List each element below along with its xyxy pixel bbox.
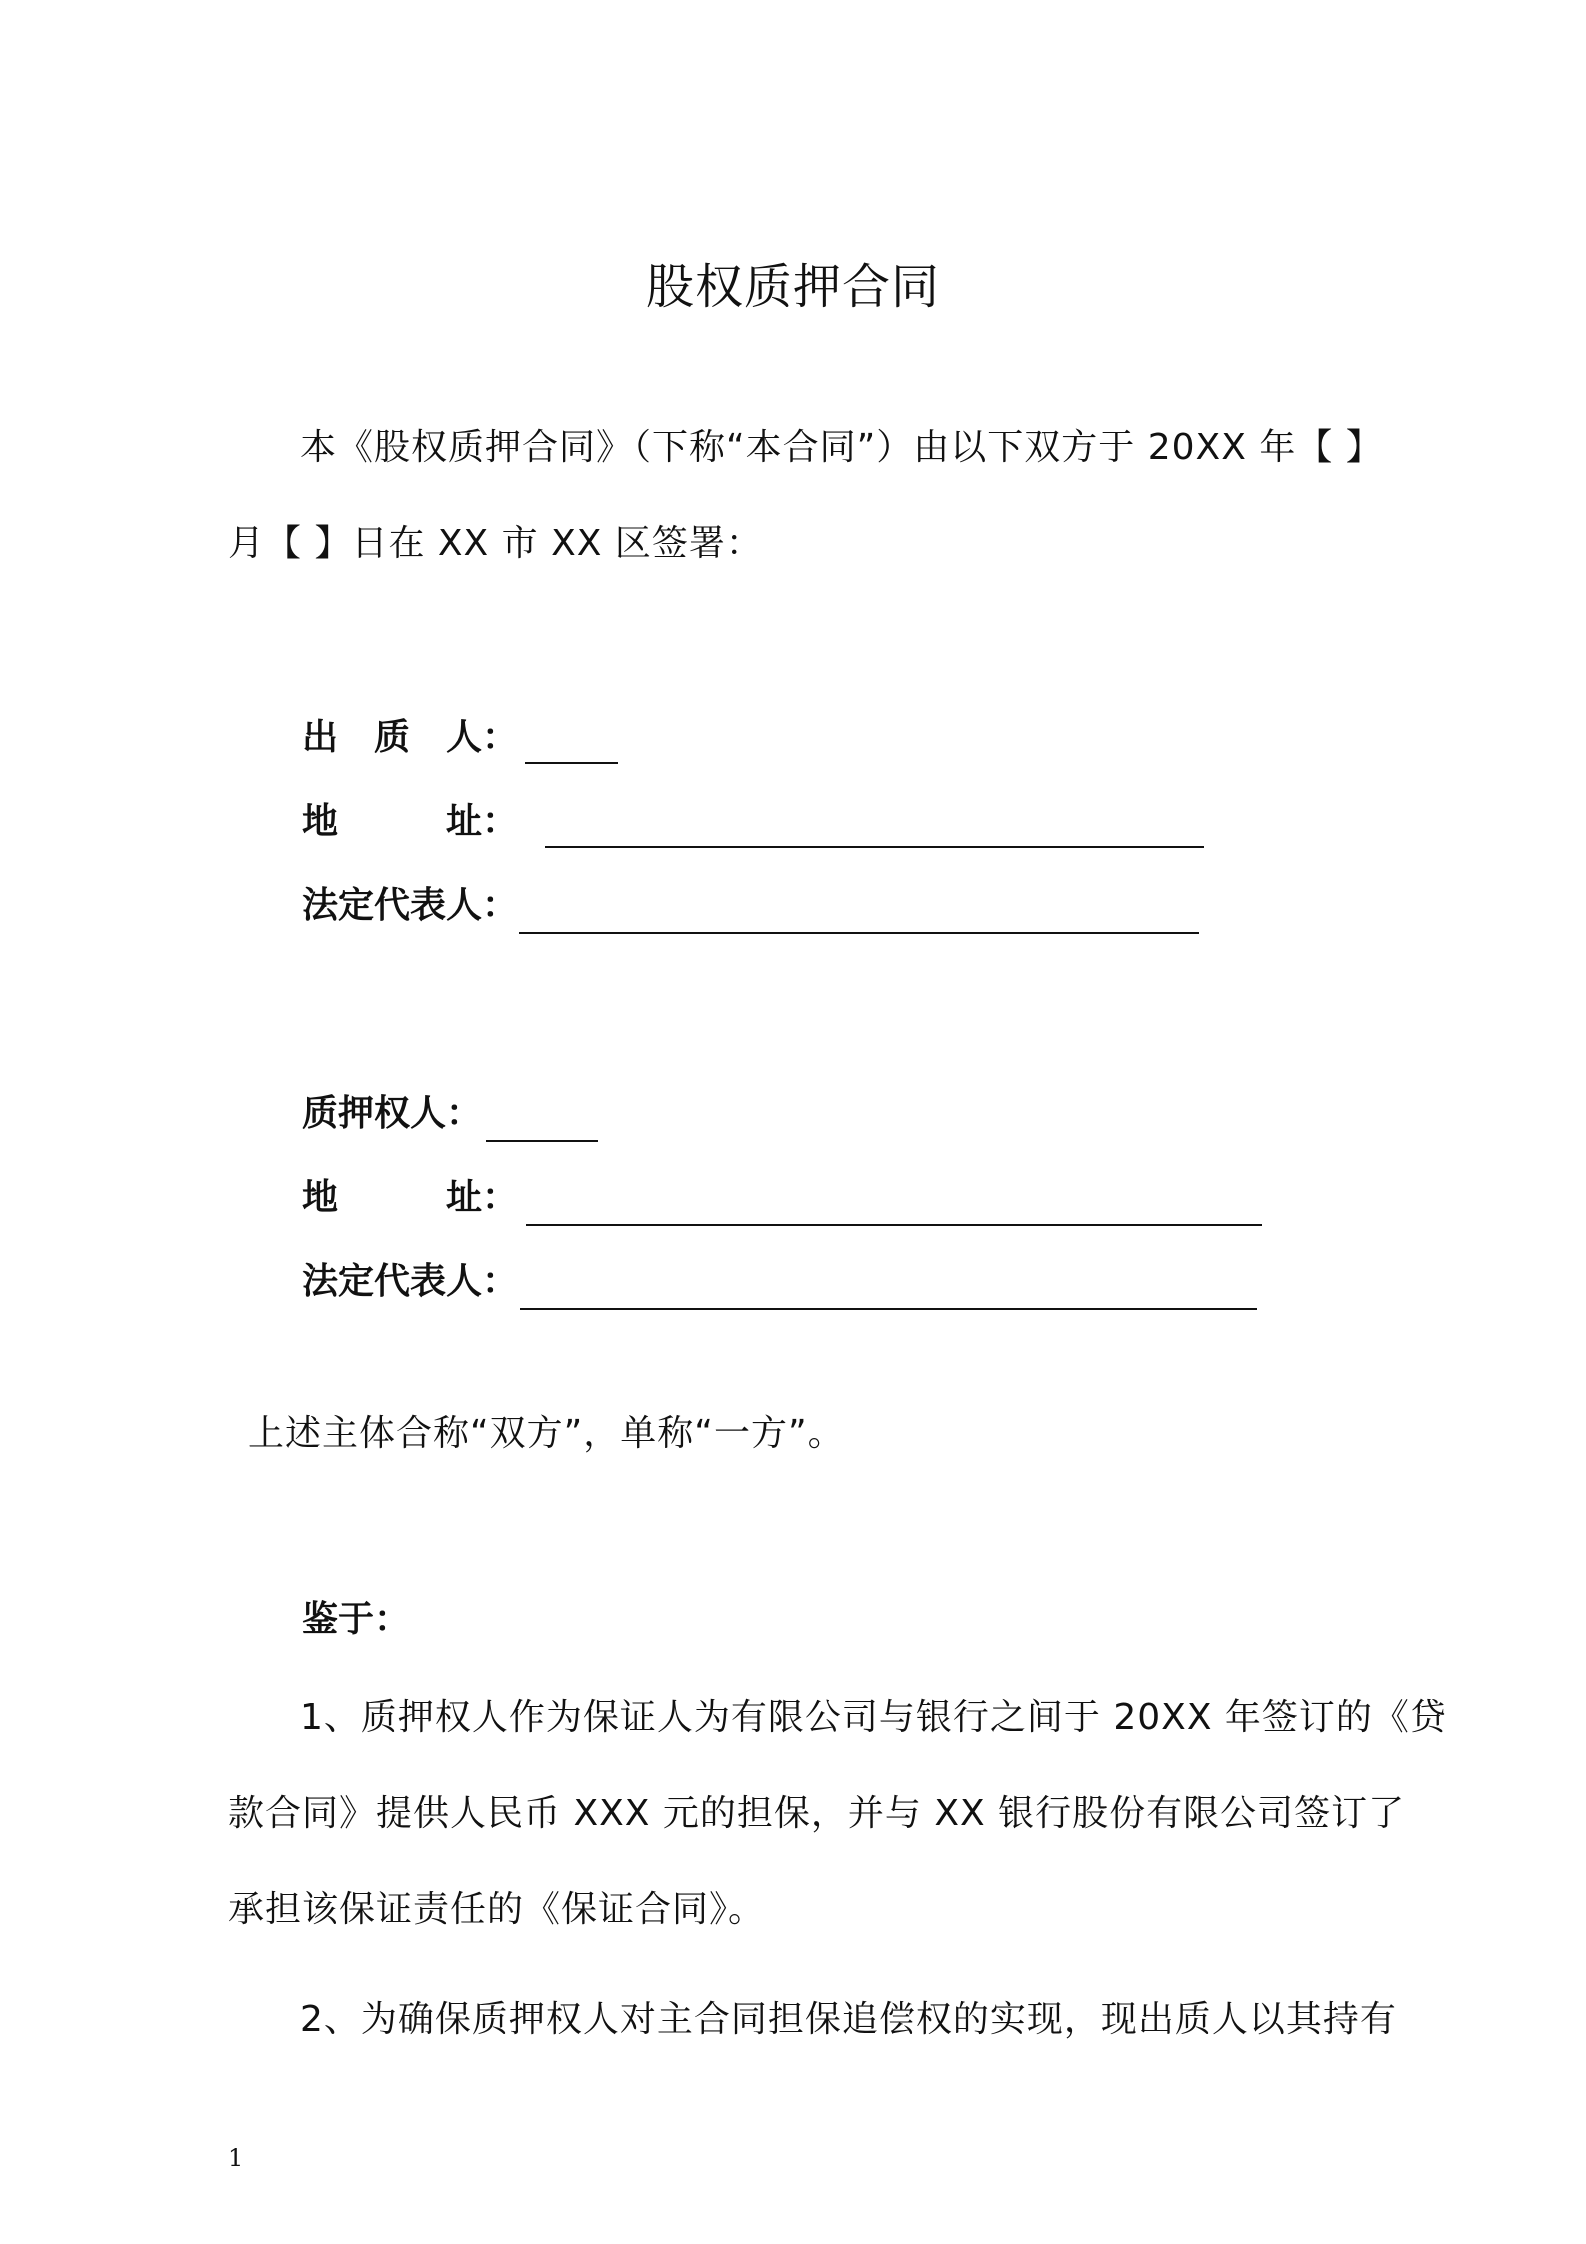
pledgor-rep-blank bbox=[519, 932, 1199, 934]
clause-1-line-3: 承担该保证责任的《保证合同》。 bbox=[228, 1889, 766, 1930]
pledgor-address-blank bbox=[545, 846, 1204, 848]
parties-note: 上述主体合称“双方”，单称“一方”。 bbox=[248, 1413, 845, 1454]
pledgee-rep-label: 法定代表人： bbox=[302, 1261, 519, 1302]
pledgor-address-label: 地 址： bbox=[302, 801, 519, 842]
pledgee-name-label: 质押权人： bbox=[302, 1093, 483, 1134]
pledgee-name-blank bbox=[486, 1140, 598, 1142]
pledgor-name-blank bbox=[525, 762, 618, 764]
clause-2-line-1: 2、为确保质押权人对主合同担保追偿权的实现，现出质人以其持有 bbox=[300, 1999, 1397, 2040]
pledgee-address-blank bbox=[526, 1224, 1262, 1226]
intro-line-2: 月【 】日在 XX 市 XX 区签署： bbox=[228, 523, 763, 564]
pledgor-rep-label: 法定代表人： bbox=[302, 885, 519, 926]
document-title: 股权质押合同 bbox=[645, 259, 940, 315]
clause-1-line-1: 1、质押权人作为保证人为有限公司与银行之间于 20XX 年签订的《贷 bbox=[300, 1697, 1447, 1738]
whereas-heading: 鉴于： bbox=[302, 1599, 411, 1640]
pledgee-address-label: 地 址： bbox=[302, 1177, 519, 1218]
page-number: 1 bbox=[228, 2144, 244, 2172]
pledgee-rep-blank bbox=[520, 1308, 1257, 1310]
intro-line-1: 本《股权质押合同》（下称“本合同”）由以下双方于 20XX 年【 】 bbox=[300, 427, 1383, 468]
clause-1-line-2: 款合同》提供人民币 XXX 元的担保，并与 XX 银行股份有限公司签订了 bbox=[228, 1793, 1406, 1834]
pledgor-name-label: 出 质 人： bbox=[302, 717, 519, 758]
